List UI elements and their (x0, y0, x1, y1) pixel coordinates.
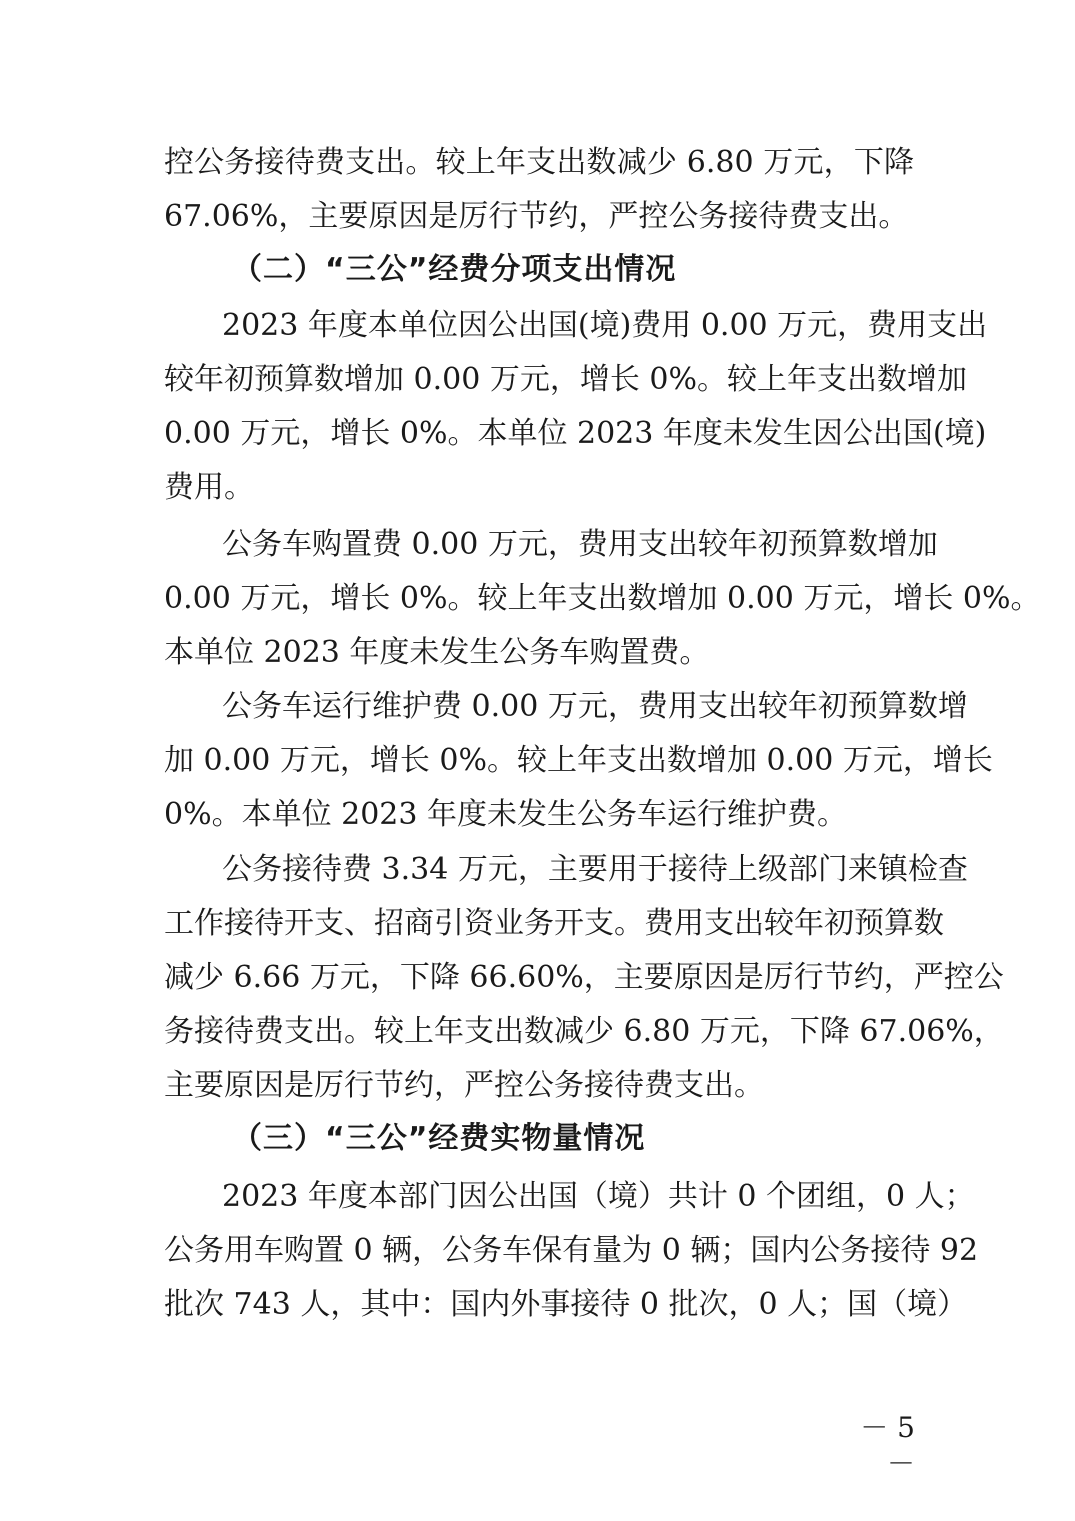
paragraph-line: 控公务接待费支出。较上年支出数减少 6.80 万元，下降 (164, 145, 914, 180)
paragraph-line: 公务接待费 3.34 万元，主要用于接待上级部门来镇检查 (222, 852, 968, 887)
paragraph-line: 67.06%，主要原因是厉行节约，严控公务接待费支出。 (164, 199, 909, 234)
paragraph-line: 2023 年度本单位因公出国(境)费用 0.00 万元，费用支出 (222, 308, 988, 343)
paragraph-line: 主要原因是厉行节约，严控公务接待费支出。 (164, 1068, 764, 1103)
paragraph-line: 公务车购置费 0.00 万元，费用支出较年初预算数增加 (222, 527, 938, 562)
section-heading-3: （三）“三公”经费实物量情况 (232, 1121, 646, 1156)
paragraph-line: 减少 6.66 万元，下降 66.60%，主要原因是厉行节约，严控公 (164, 960, 1004, 995)
paragraph-line: 工作接待开支、招商引资业务开支。费用支出较年初预算数 (164, 906, 944, 941)
section-heading-2: （二）“三公”经费分项支出情况 (232, 252, 677, 287)
paragraph-line: 公务车运行维护费 0.00 万元，费用支出较年初预算数增 (222, 689, 968, 724)
paragraph-line: 加 0.00 万元，增长 0%。较上年支出数增加 0.00 万元，增长 (164, 743, 993, 778)
paragraph-line: 本单位 2023 年度未发生公务车购置费。 (164, 635, 710, 670)
paragraph-line: 费用。 (164, 470, 254, 505)
paragraph-line: 2023 年度本部门因公出国（境）共计 0 个团组，0 人； (222, 1179, 975, 1214)
page-number: － 5 － (860, 1411, 915, 1480)
paragraph-line: 公务用车购置 0 辆，公务车保有量为 0 辆；国内公务接待 92 (164, 1233, 979, 1268)
paragraph-line: 0%。本单位 2023 年度未发生公务车运行维护费。 (164, 797, 848, 832)
paragraph-line: 0.00 万元，增长 0%。本单位 2023 年度未发生因公出国(境) (164, 416, 987, 451)
paragraph-line: 0.00 万元，增长 0%。较上年支出数增加 0.00 万元，增长 0%。 (164, 581, 1041, 616)
paragraph-line: 务接待费支出。较上年支出数减少 6.80 万元，下降 67.06%， (164, 1014, 1004, 1049)
paragraph-line: 较年初预算数增加 0.00 万元，增长 0%。较上年支出数增加 (164, 362, 967, 397)
paragraph-line: 批次 743 人，其中：国内外事接待 0 批次，0 人；国（境） (164, 1287, 968, 1322)
